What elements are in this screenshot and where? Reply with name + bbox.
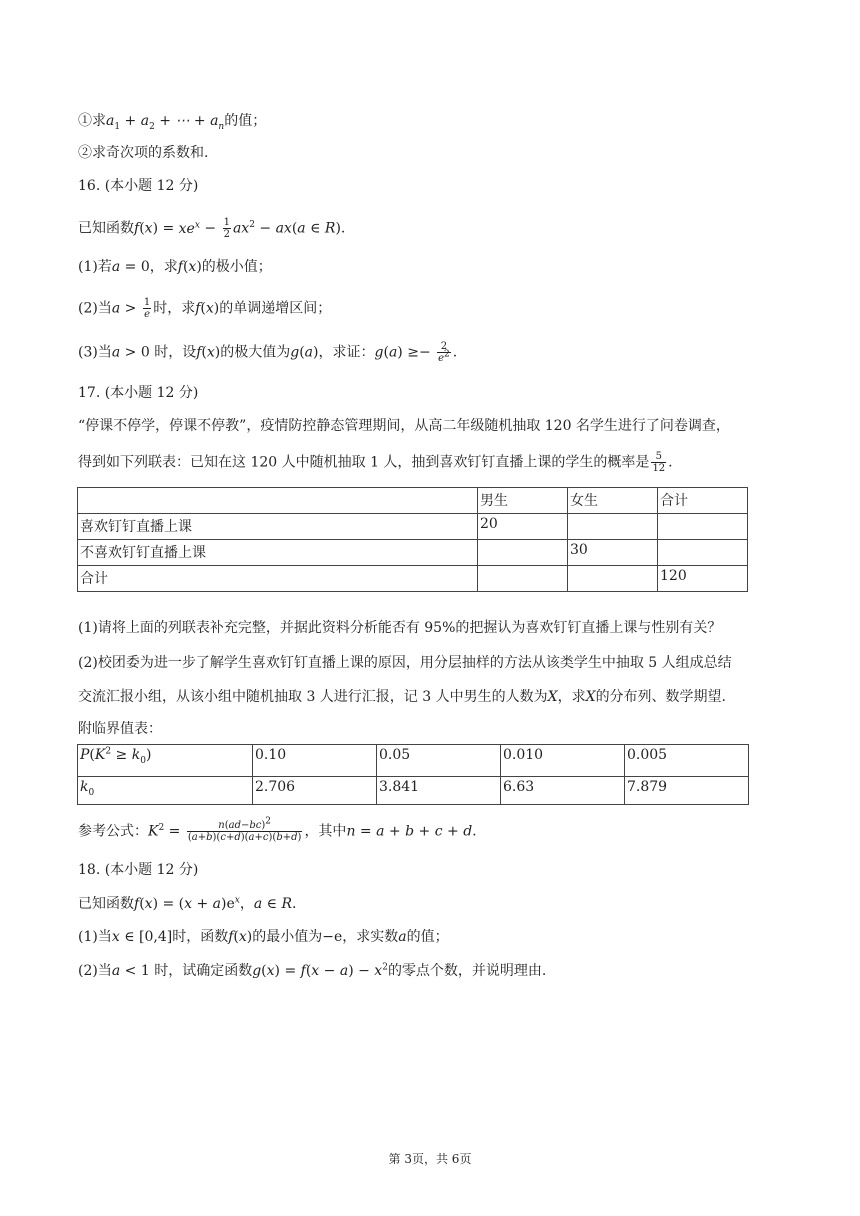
q16-part-1: (1)若a = 0，求f(x)的极小值； (78, 259, 272, 275)
table-row (78, 514, 748, 540)
table-cell (658, 514, 748, 540)
table-row (78, 745, 749, 777)
table-row (78, 777, 749, 805)
math-sum-a: $a_1 + a_2$ + ⋯ + $a_n$ (106, 113, 225, 132)
table-cell: 30 (568, 540, 658, 566)
q18-part-1: (1)当x ∈ [0,4]时，函数f(x)的最小值为−e，求实数a的值； (78, 929, 449, 945)
q17-stem-line-2: 得到如下列联表：已知在这 120 人中随机抽取 1 人，抽到喜欢钉钉直播上课的学生的概率是 $\frac{5}{12}$ . (78, 451, 673, 474)
chi-square-fraction: $\frac{n(ad-bc)^2}{(a+b)(c+d)(a+c)(b+d)}$ (187, 816, 302, 843)
table-header-row (78, 488, 748, 514)
table-cell: 6.63 (501, 777, 625, 805)
q16-stem: 已知函数$f(x) = xe^x$ − $\frac{1}{2}$ $ax^2 - ax(a$ ∈ R). (78, 217, 346, 240)
table-cell: 喜欢钉钉直播上课 (78, 514, 478, 540)
page-footer: 第 3页，共 6页 (388, 1152, 472, 1166)
table-cell: 2.706 (253, 777, 377, 805)
table-cell (568, 566, 658, 592)
table-cell: 0.05 (377, 745, 501, 777)
critical-table-title: 附临界值表： (78, 721, 162, 737)
table-cell-label-p: $P(K^2 \ge k_0)$ (78, 745, 253, 777)
q15-item-2: ②求奇次项的系数和. (78, 145, 209, 161)
table-header-male: 男生 (478, 488, 568, 514)
table-cell: 3.841 (377, 777, 501, 805)
q17-part-2-line-2: 交流汇报小组，从该小组中随机抽取 3 人进行汇报，记 3 人中男生的人数为X，求X的分布列、数学期望. (78, 689, 727, 705)
q18-stem: 已知函数$f(x) = (x + a)e^x$，a ∈ R. (78, 895, 297, 912)
table-cell: 7.879 (625, 777, 749, 805)
table-row (78, 566, 748, 592)
q18-heading: 18. (本小题 12 分) (78, 862, 199, 878)
q17-part-2-line-1: (2)校团委为进一步了解学生喜欢钉钉直播上课的原因，用分层抽样的方法从该类学生中抽取 5 人组成总结 (78, 655, 732, 671)
q18-part-2: (2)当a < 1 时，试确定函数$g(x) = f(x - a) - x^2$的零点个数，并说明理由. (78, 962, 547, 979)
q15-item-1: ①求$a_1 + a_2$ + ⋯ + $a_n$的值； (78, 113, 267, 132)
table-cell (478, 566, 568, 592)
q16-part-2: (2)当a > $\frac{1}{e}$ 时，求f(x)的单调递增区间； (78, 297, 332, 320)
table-cell: 不喜欢钉钉直播上课 (78, 540, 478, 566)
q16-part-3: (3)当a > 0 时，设f(x)的极大值为g(a)，求证：g(a) ≥− $\frac{2}{e^2}$ . (78, 341, 458, 364)
q17-stem-line-1: “停课不停学，停课不停教”，疫情防控静态管理期间，从高二年级随机抽取 120 名学生进行了问卷调查， (78, 418, 730, 434)
table-row (78, 540, 748, 566)
table-cell: 0.10 (253, 745, 377, 777)
q17-heading: 17. (本小题 12 分) (78, 385, 199, 401)
critical-value-table (77, 744, 749, 805)
table-cell (568, 514, 658, 540)
table-cell (478, 540, 568, 566)
table-cell-label-k: $k_0$ (78, 777, 253, 805)
q17-part-1: (1)请将上面的列联表补充完整，并据此资料分析能否有 95%的把握认为喜欢钉钉直播上课与性别有关？ (78, 620, 722, 636)
table-cell: 20 (478, 514, 568, 540)
contingency-table (77, 487, 748, 592)
math-f-def: f (134, 220, 140, 237)
table-header-female: 女生 (568, 488, 658, 514)
table-cell: 120 (658, 566, 748, 592)
reference-formula: 参考公式：$K^2$ = $\frac{n(ad-bc)^2}{(a+b)(c+d)(a+c)(b+d)}$ ，其中n = a + b + c + d. (78, 816, 477, 843)
table-cell (658, 540, 748, 566)
table-cell: 0.005 (625, 745, 749, 777)
table-cell (78, 488, 478, 514)
table-header-total: 合计 (658, 488, 748, 514)
table-cell: 0.010 (501, 745, 625, 777)
q16-heading: 16. (本小题 12 分) (78, 178, 199, 194)
probability-fraction: $\frac{5}{12}$ (652, 451, 666, 474)
table-cell: 合计 (78, 566, 478, 592)
